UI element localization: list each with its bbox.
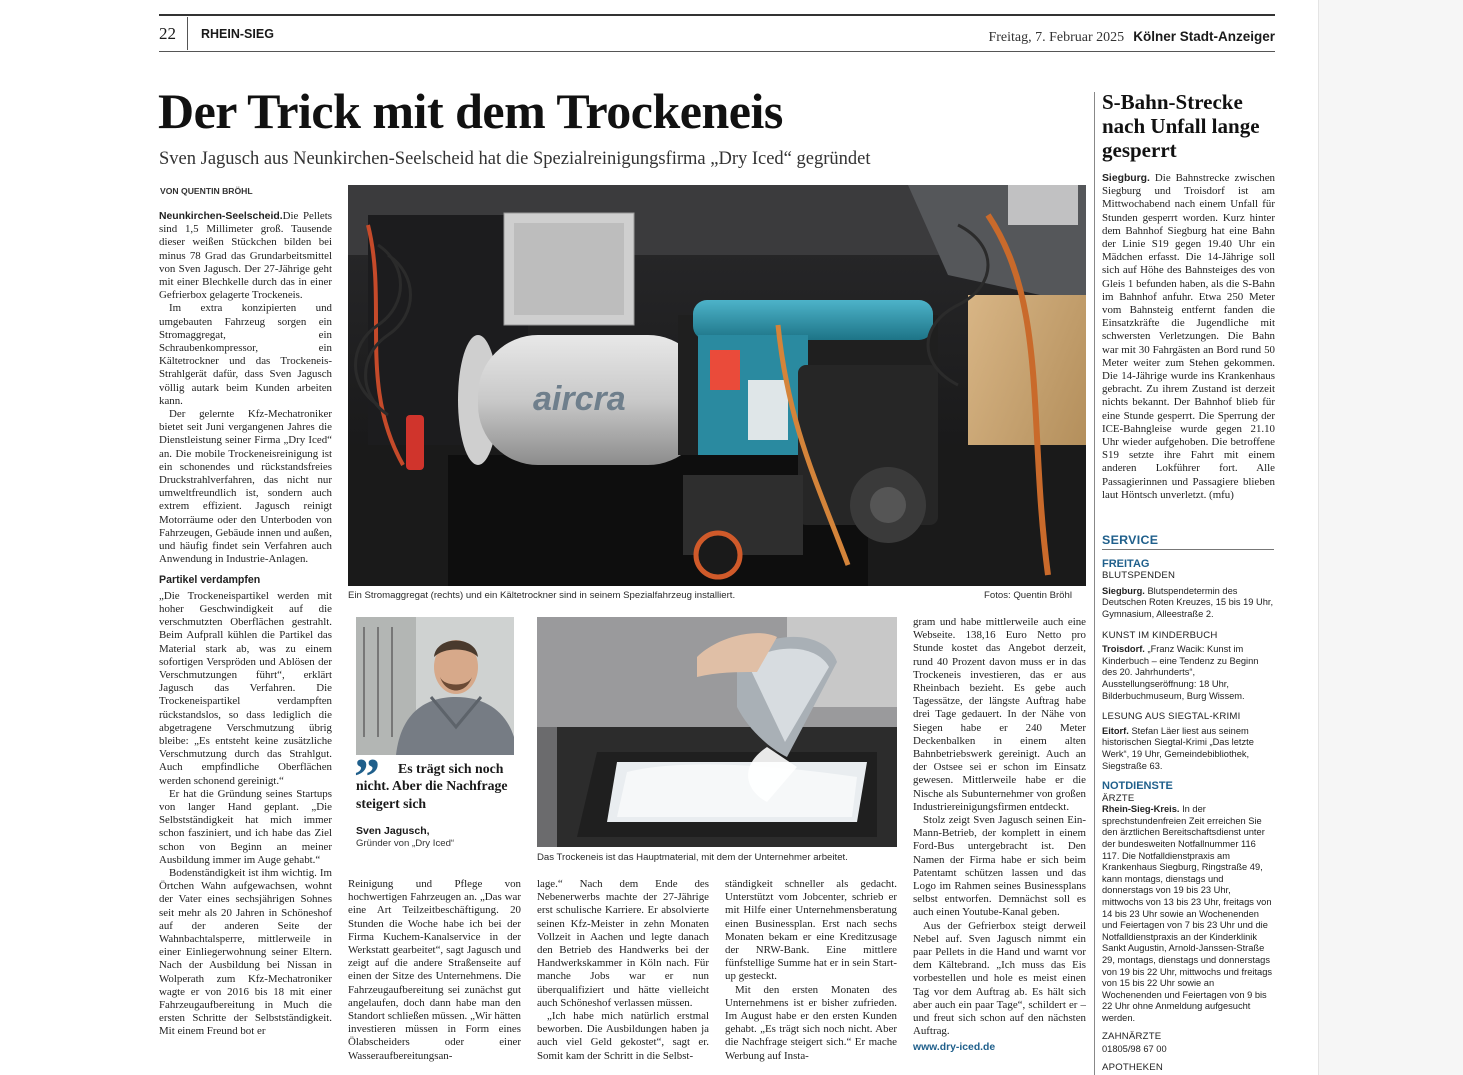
service-label: ÄRZTE (1102, 792, 1135, 804)
article-column-3 (537, 878, 709, 1063)
service-label: APOTHEKEN (1102, 1061, 1163, 1073)
paragraph: Stolz zeigt Sven Jagusch seinen Ein-Mann-Betrieb, der komplett in einem Ford-Bus untergebracht ist. Den Namen der Firma habe er sich beim Patentamt schützen lassen und das Logo im Rahmen seines Businessplans selbst entworfen. Demnächst soll es auch einen Youtube-Kanal geben. (913, 814, 1086, 919)
quote-role: Gründer von „Dry Iced“ (356, 838, 455, 849)
service-text: Blutspendetermin des Deutschen Roten Kreuzes, 15 bis 19 Uhr, Gymnasium, Alleestraße 2. (1102, 585, 1274, 619)
service-rule (1102, 549, 1274, 550)
website-link[interactable]: www.dry-iced.de (913, 1041, 996, 1053)
paragraph: Der gelernte Kfz-Mechatroniker bietet seit Juni vergangenen Jahres die Dienstleistung seiner Firma „Dry Iced“ an. Die mobile Trockeneisreinigung ist ein schonendes und rückstandsfreies Druckstrahlverfahren, das nicht nur umweltfreundlich ist, sondern auch extrem effizient. Jagusch reinigt Motorräume oder den Unterboden von Fahrzeugen, Gebäude innen und außen, und häufig findet sein Verfahren auch Anwendung in Industrie-Anlagen. (159, 408, 332, 566)
sidebar-headline: S-Bahn-Strecke nach Unfall lange gesperrt (1102, 90, 1260, 162)
service-box (1102, 535, 1274, 1073)
paragraph: Reinigung und Pflege von hochwertigen Fahrzeugen an. „Das war eine Art Teilzeitbeschäftigung. 20 Stunden die Woche habe ich bei der Firma Kuchem-Kanalservice in der Werkstatt gearbeitet“, sagt Jagusch und zeigt auf die andere Straßenseite auf einen der Sitze des Unternehmens. Die Fahrzeugaufbereitung sei zunächst gut angelaufen, doch dann habe man den Standort schließen müssen. „Wir hätten investieren müssen in Form eines Ölabscheiders oder einer Wasseraufbereitungsan- (348, 878, 521, 1062)
main-photo-caption: Ein Stromaggregat (rechts) und ein Kältetrockner sind in seinem Spezialfahrzeug installiert. (348, 590, 736, 601)
page-edge (1318, 0, 1463, 1075)
dry-ice-photo (537, 617, 897, 847)
generator-van-photo (348, 185, 1086, 586)
main-photo (348, 185, 1086, 586)
newspaper-name: Kölner Stadt-Anzeiger (1133, 29, 1275, 44)
portrait-photo (356, 617, 514, 755)
service-text: In der sprechstundenfreien Zeit erreichen Sie den ärztlichen Bereitschaftsdienst unter der bundesweiten Notfallnummer 116 117. Die Notfalldienstpraxis am Krankenhaus Siegburg, Ringstraße 49, kann montags, dienstags und donnerstags von 19 bis 23 Uhr, mittwochs von 13 bis 23 Uhr, freitags von 14 bis 23 Uhr sowie an Wochenenden und Feiertagen von 7 bis 23 Uhr und die Notfalldienstpraxis an der Kinderklinik Sankt Augustin, Arnold-Janssen-Straße 29, montags, dienstags und donnerstags von 19 bis 22 Uhr, mittwochs und freitags von 15 bis 22 Uhr sowie an Wochenenden und Feiertagen von 9 bis 22 Uhr ohne Anmeldung aufgesucht werden. (1102, 804, 1273, 1023)
service-place: Rhein-Sieg-Kreis. (1102, 804, 1180, 815)
section-name: RHEIN-SIEG (201, 27, 274, 41)
aircraft-logo: aircra (533, 380, 626, 418)
service-text: „Franz Wacik: Kunst im Kinderbuch – eine Tendenz zu Beginn des 20. Jahrhunderts“, Ausstellungseröffnung: 18 Uhr, Bilderbuchmuseum, Burg Wissem. (1102, 644, 1259, 701)
service-place: Troisdorf. (1102, 644, 1145, 655)
paragraph: Die Pellets sind 1,5 Millimeter groß. Tausende dieser weißen Stückchen bilden bei minus 78 Grad das Grundarbeitsmittel von Sven Jagusch. Der 27-Jährige geht mit einer Blechkelle durch das in einer Gefrierbox gelagerte Trockeneis. (159, 210, 332, 302)
pull-quote: Es trägt sich noch nicht. Aber die Nachfrage steigert sich (356, 761, 508, 811)
header-bottom-rule (159, 51, 1275, 52)
service-label: KUNST IM KINDERBUCH (1102, 629, 1218, 641)
service-day: FREITAG (1102, 557, 1150, 570)
sven-jagusch-portrait (356, 617, 514, 755)
paragraph: „Ich habe mich natürlich erstmal beworben. Die Ausbildungen haben ja auch viel Geld gekostet“, sagt er. Somit kam der Schritt in die Selbst- (537, 1010, 709, 1062)
paragraph: Bodenständigkeit ist ihm wichtig. Im Örtchen Wahn aufgewachsen, wohnt der Vater eines sechsjährigen Sohnes seit mehr als 20 Jahren in Schöneshof auf der anderen Seite der Wahnbachtalsperre, mittlerweile in einer Einliegerwohnung seiner Eltern. Nach der Ausbildung bei Nissan in Wolperath zum Kfz-Mechatroniker wagte er von 2016 bis 18 mit einer Fahrzeugaufbereitung in Much die ersten Schritte der Selbstständigkeit. Mit einem Freund bot er (159, 866, 332, 1038)
article-headline: Der Trick mit dem Trockeneis (158, 83, 783, 139)
page-edge-line (1318, 0, 1319, 1075)
dry-ice-box-photo (537, 617, 897, 847)
service-text: Stefan Läer liest aus seinem historischen Siegtal-Krimi „Das letzte Werk“, 19 Uhr, Gemeindebibliothek, Siegstraße 63. (1102, 725, 1254, 771)
header-right (988, 26, 1275, 46)
sidebar-divider (1094, 92, 1095, 1075)
article-subheadline: Sven Jagusch aus Neunkirchen-Seelscheid hat die Spezialreinigungsfirma „Dry Iced“ gegründet (159, 149, 871, 169)
paragraph: Mit den ersten Monaten des Unternehmens ist er bisher zufrieden. Im August habe er den ersten Kunden gehabt. „Es trägt sich noch nicht. Aber die Nachfrage steigert sich.“ Er mache Werbung auf Insta- (725, 983, 897, 1062)
sidebar-article (1102, 172, 1275, 502)
paragraph: Im extra konzipierten und umgebauten Fahrzeug sorgen ein Stromaggregat, ein Schraubenkompressor, ein Kältetrockner und das Trockeneis-Strahlgerät dafür, dass Sven Jagusch völlig autark beim Kunden arbeiten kann. (159, 302, 332, 407)
service-label: LESUNG AUS SIEGTAL-KRIMI (1102, 711, 1241, 723)
byline: VON QUENTIN BRÖHL (160, 186, 253, 196)
sidebar-dateline: Siegburg. (1102, 173, 1150, 184)
article-column-5 (913, 616, 1086, 1054)
paragraph: „Die Trockeneispartikel werden mit hoher Geschwindigkeit auf die verschmutzten Oberflächen gestrahlt. Beim Aufprall kühlen die Partikel das Material stark ab, was zu einem sofortigen Verspröden und Ablösen der Verschmutzungen führt“, erklärt Jagusch das Verfahren. Die Trockeneispartikel verdampften rückstandslos, so dass lediglich die abgetragene Verschmutzung übrig bleibe: „Es entsteht keine zusätzliche Verschmutzung durch das Strahlgut. Auch empfindliche Oberflächen werden schonend gereinigt.“ (159, 589, 332, 787)
header-divider (187, 17, 188, 50)
dateline: Neunkirchen-Seelscheid. (159, 211, 283, 222)
service-label: ZAHNÄRZTE (1102, 1030, 1162, 1042)
article-column-2 (348, 878, 521, 1063)
paragraph: ständigkeit schneller als gedacht. Unterstützt vom Jobcenter, schrieb er mit Hilfe einer Unternehmensberatung einen Businessplan. Erst nach sechs Monaten bekam er eine Kreditzusage der NRW-Bank. Eine mittlere fünfstellige Summe hat er in sein Start-up gesteckt. (725, 878, 897, 983)
dry-ice-caption: Das Trockeneis ist das Hauptmaterial, mit dem der Unternehmer arbeitet. (537, 852, 848, 863)
service-title: SERVICE (1102, 533, 1159, 547)
notdienste-title: NOTDIENSTE (1102, 780, 1173, 793)
paragraph: Er hat die Gründung seines Startups von langer Hand geplant. „Die Selbstständigkeit hat mich immer schon fasziniert, und ich habe das Ziel schon von Beginn an meiner Ausbildung immer im Auge gehabt.“ (159, 787, 332, 866)
article-column-4 (725, 878, 897, 1063)
header-top-rule (159, 14, 1275, 16)
paragraph: gram und habe mittlerweile auch eine Webseite. 138,16 Euro Netto pro Stunde kostet das Angebot derzeit, rund 40 Prozent davon muss er in das Trockeneis investieren, das er aus Rheinbach bezieht. Es gebe auch Tagessätze, der längste Auftrag habe drei Tage gedauert. In der Nähe von Siegen habe er 240 Meter Deckenbalken in einem alten Bahnbetriebswerk gereinigt. Auch an der Ostsee sei er schon im Einsatz gewesen. Mittlerweile habe er die Nische als Subunternehmer von großen Industriereinigungsfirmen entdeckt. (913, 616, 1086, 813)
service-text: 01805/98 67 00 (1102, 1044, 1167, 1055)
sidebar-text: Die Bahnstrecke zwischen Siegburg und Troisdorf ist am Mittwochabend nach einem Unfall für Stunden gesperrt worden. Kurz hinter dem Bahnhof Siegburg hat eine Bahn der Linie S19 gegen 19.40 Uhr ein Mädchen erfasst. Die 14-Jährige soll sich auf Höhe des Bahnsteiges des von Gleis 1 befunden haben, als die S-Bahn im Bahnhof anfuhr. Etwa 250 Meter vom Bahnsteig entfernt fanden die Einsatzkräfte die Jugendliche mit schwersten Verletzungen. Die Bahn war mit 30 Fahrgästen an Bord rund 50 Meter weiter zum Stehen gekommen. Die 14-Jährige wurde ins Krankenhaus gebracht. Zu ihrem Zustand ist derzeit nichts bekannt. Der Bahnhof blieb für eine Stunde gesperrt. Die Sperrung der ICE-Bahngleise wurde gegen 21.10 Uhr wieder aufgehoben. Die betroffene S19 setzte ihre Fahrt mit einem anderen Lokführer fort. Alle Passagierinnen und Passagiere blieben laut Höntsch unverletzt. (mfu) (1102, 172, 1275, 501)
service-label: BLUTSPENDEN (1102, 570, 1176, 582)
section-subheading: Partikel verdampfen (159, 574, 261, 587)
paragraph: Aus der Gefrierbox steigt derweil Nebel auf. Sven Jagusch nimmt ein paar Pellets in die Hand und warnt vor dem Kältebrand. „Ich muss das Eis vorbestellen und hole es meist einen Tag vor dem Auftrag ab. Es hält sich aber auch ein paar Tage“, schildert er – und freut sich schon auf den nächsten Auftrag. (913, 919, 1086, 1038)
service-place: Siegburg. (1102, 585, 1145, 596)
page-number: 22 (159, 24, 176, 43)
quote-mark-icon: ” (354, 749, 380, 806)
article-column-1 (159, 210, 332, 1039)
issue-date: Freitag, 7. Februar 2025 (988, 30, 1125, 45)
quote-author: Sven Jagusch, (356, 825, 430, 837)
service-place: Eitorf. (1102, 725, 1129, 736)
photo-credit: Fotos: Quentin Bröhl (984, 590, 1072, 601)
paragraph: lage.“ Nach dem Ende des Nebenerwerbs machte der 27-Jährige erst schulische Karriere. Er absolvierte seinen Kfz-Meister in zehn Monaten Vollzeit in Aachen und legte danach den Betrieb des Handwerks bei der Handwerkskammer in Köln nach. Für manche Jobs war er nun überqualifiziert und hätte vielleicht auch Schöneshof verlassen müssen. (537, 878, 709, 1009)
